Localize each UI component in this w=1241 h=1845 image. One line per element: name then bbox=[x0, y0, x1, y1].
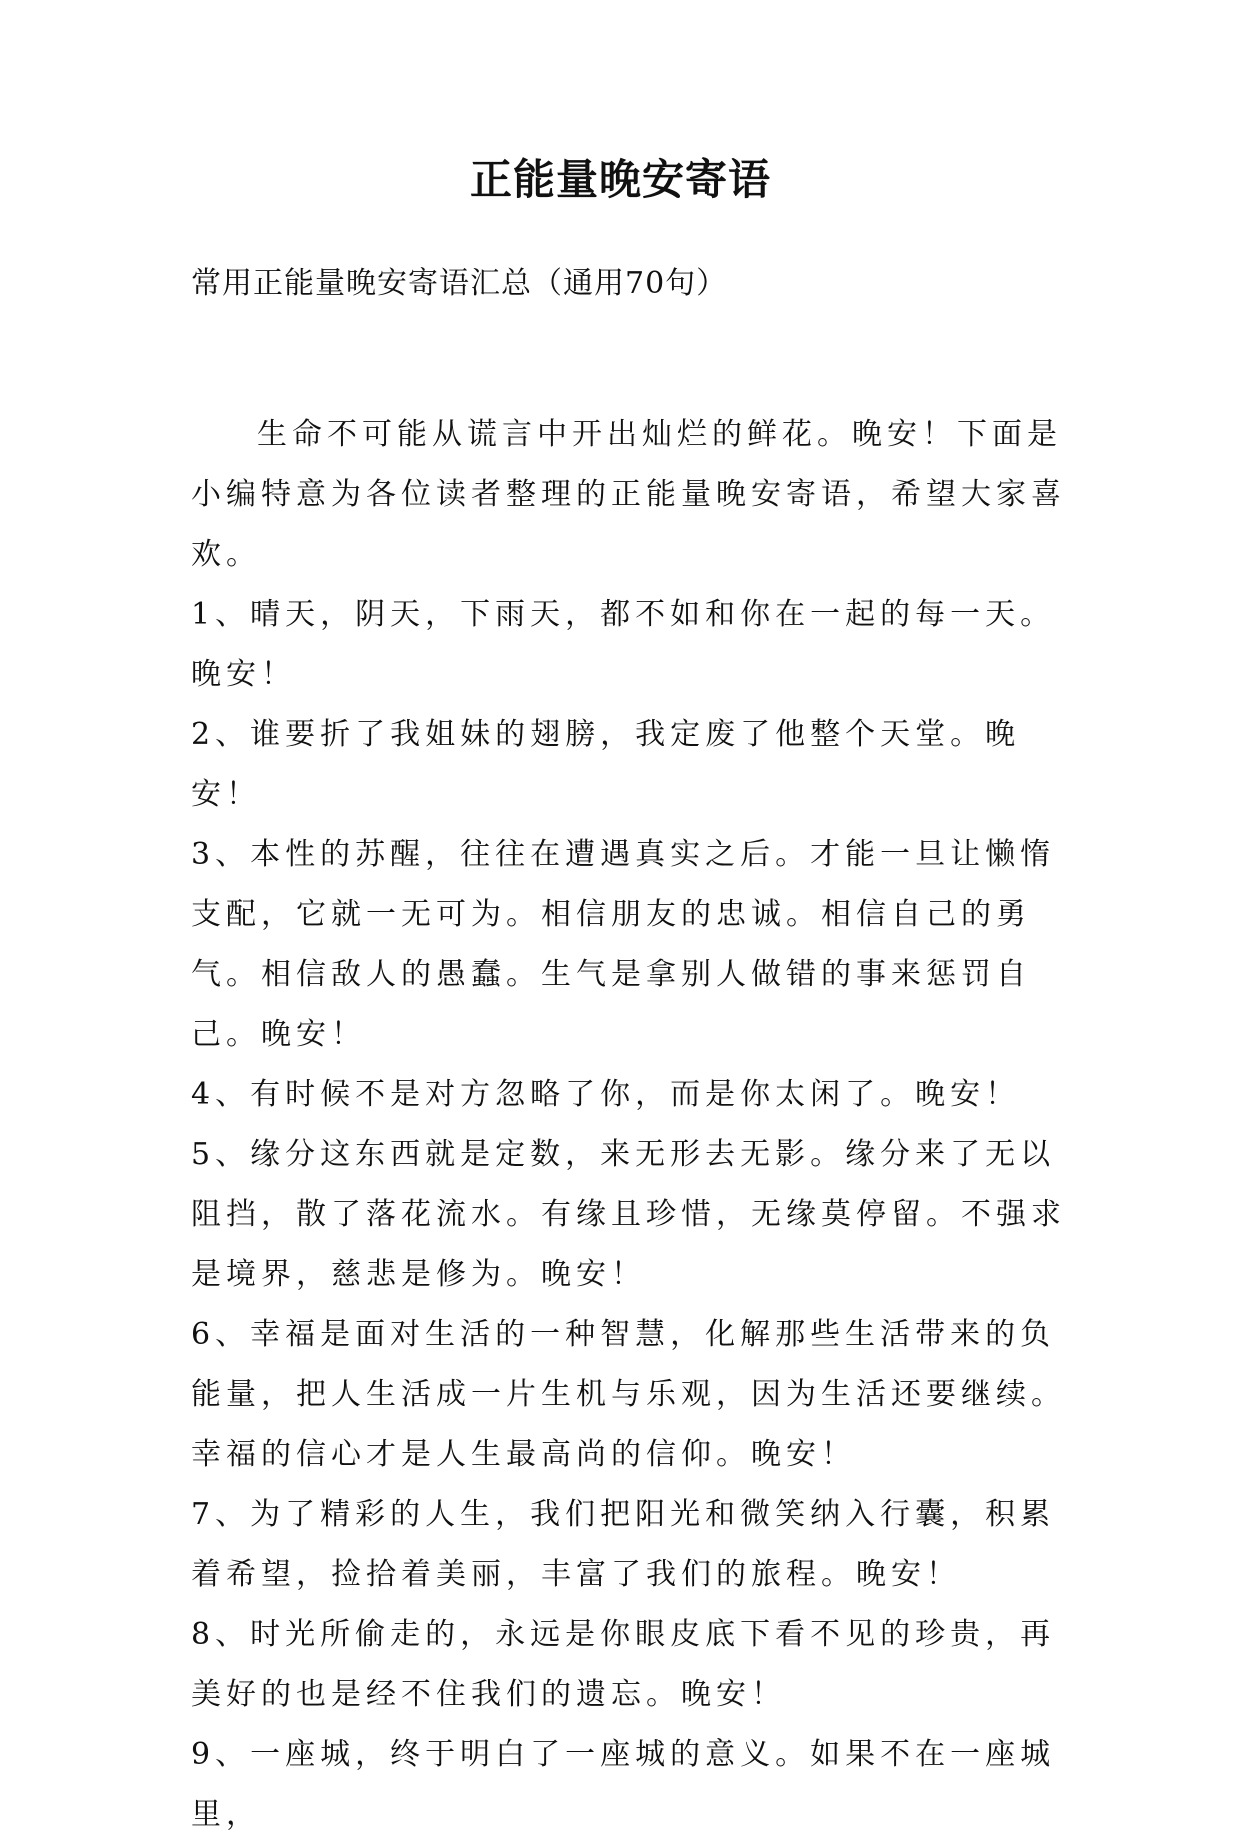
document-body bbox=[191, 405, 1071, 1845]
list-item: 9、一座城，终于明白了一座城的意义。如果不在一座城里， bbox=[191, 1737, 1056, 1832]
list-item: 7、为了精彩的人生，我们把阳光和微笑纳入行囊，积累着希望，捡拾着美丽，丰富了我们的旅程。晚安！ bbox=[191, 1497, 1056, 1592]
list-item: 1、晴天，阴天，下雨天，都不如和你在一起的每一天。晚安！ bbox=[191, 597, 1056, 692]
list-item: 4、有时候不是对方忽略了你，而是你太闲了。晚安！ bbox=[191, 1077, 1021, 1112]
list-item: 8、时光所偷走的，永远是你眼皮底下看不见的珍贵，再美好的也是经不住我们的遗忘。晚安！ bbox=[191, 1617, 1056, 1712]
document-subtitle: 常用正能量晚安寄语汇总（通用70句） bbox=[191, 266, 728, 301]
list-item: 3、本性的苏醒，往往在遭遇真实之后。才能一旦让懒惰支配，它就一无可为。相信朋友的忠诚。相信自己的勇气。相信敌人的愚蠢。生气是拿别人做错的事来惩罚自己。晚安！ bbox=[191, 837, 1056, 1052]
intro-paragraph: 生命不可能从谎言中开出灿烂的鲜花。晚安！下面是小编特意为各位读者整理的正能量晚安寄语，希望大家喜欢。 bbox=[191, 417, 1066, 572]
list-item: 5、缘分这东西就是定数，来无形去无影。缘分来了无以阻挡，散了落花流水。有缘且珍惜，无缘莫停留。不强求是境界，慈悲是修为。晚安！ bbox=[191, 1137, 1066, 1292]
list-item: 2、谁要折了我姐妹的翅膀，我定废了他整个天堂。晚安！ bbox=[191, 717, 1021, 812]
document-title: 正能量晚安寄语 bbox=[469, 155, 771, 204]
list-item: 6、幸福是面对生活的一种智慧，化解那些生活带来的负能量，把人生活成一片生机与乐观，因为生活还要继续。幸福的信心才是人生最高尚的信仰。晚安！ bbox=[191, 1317, 1066, 1472]
